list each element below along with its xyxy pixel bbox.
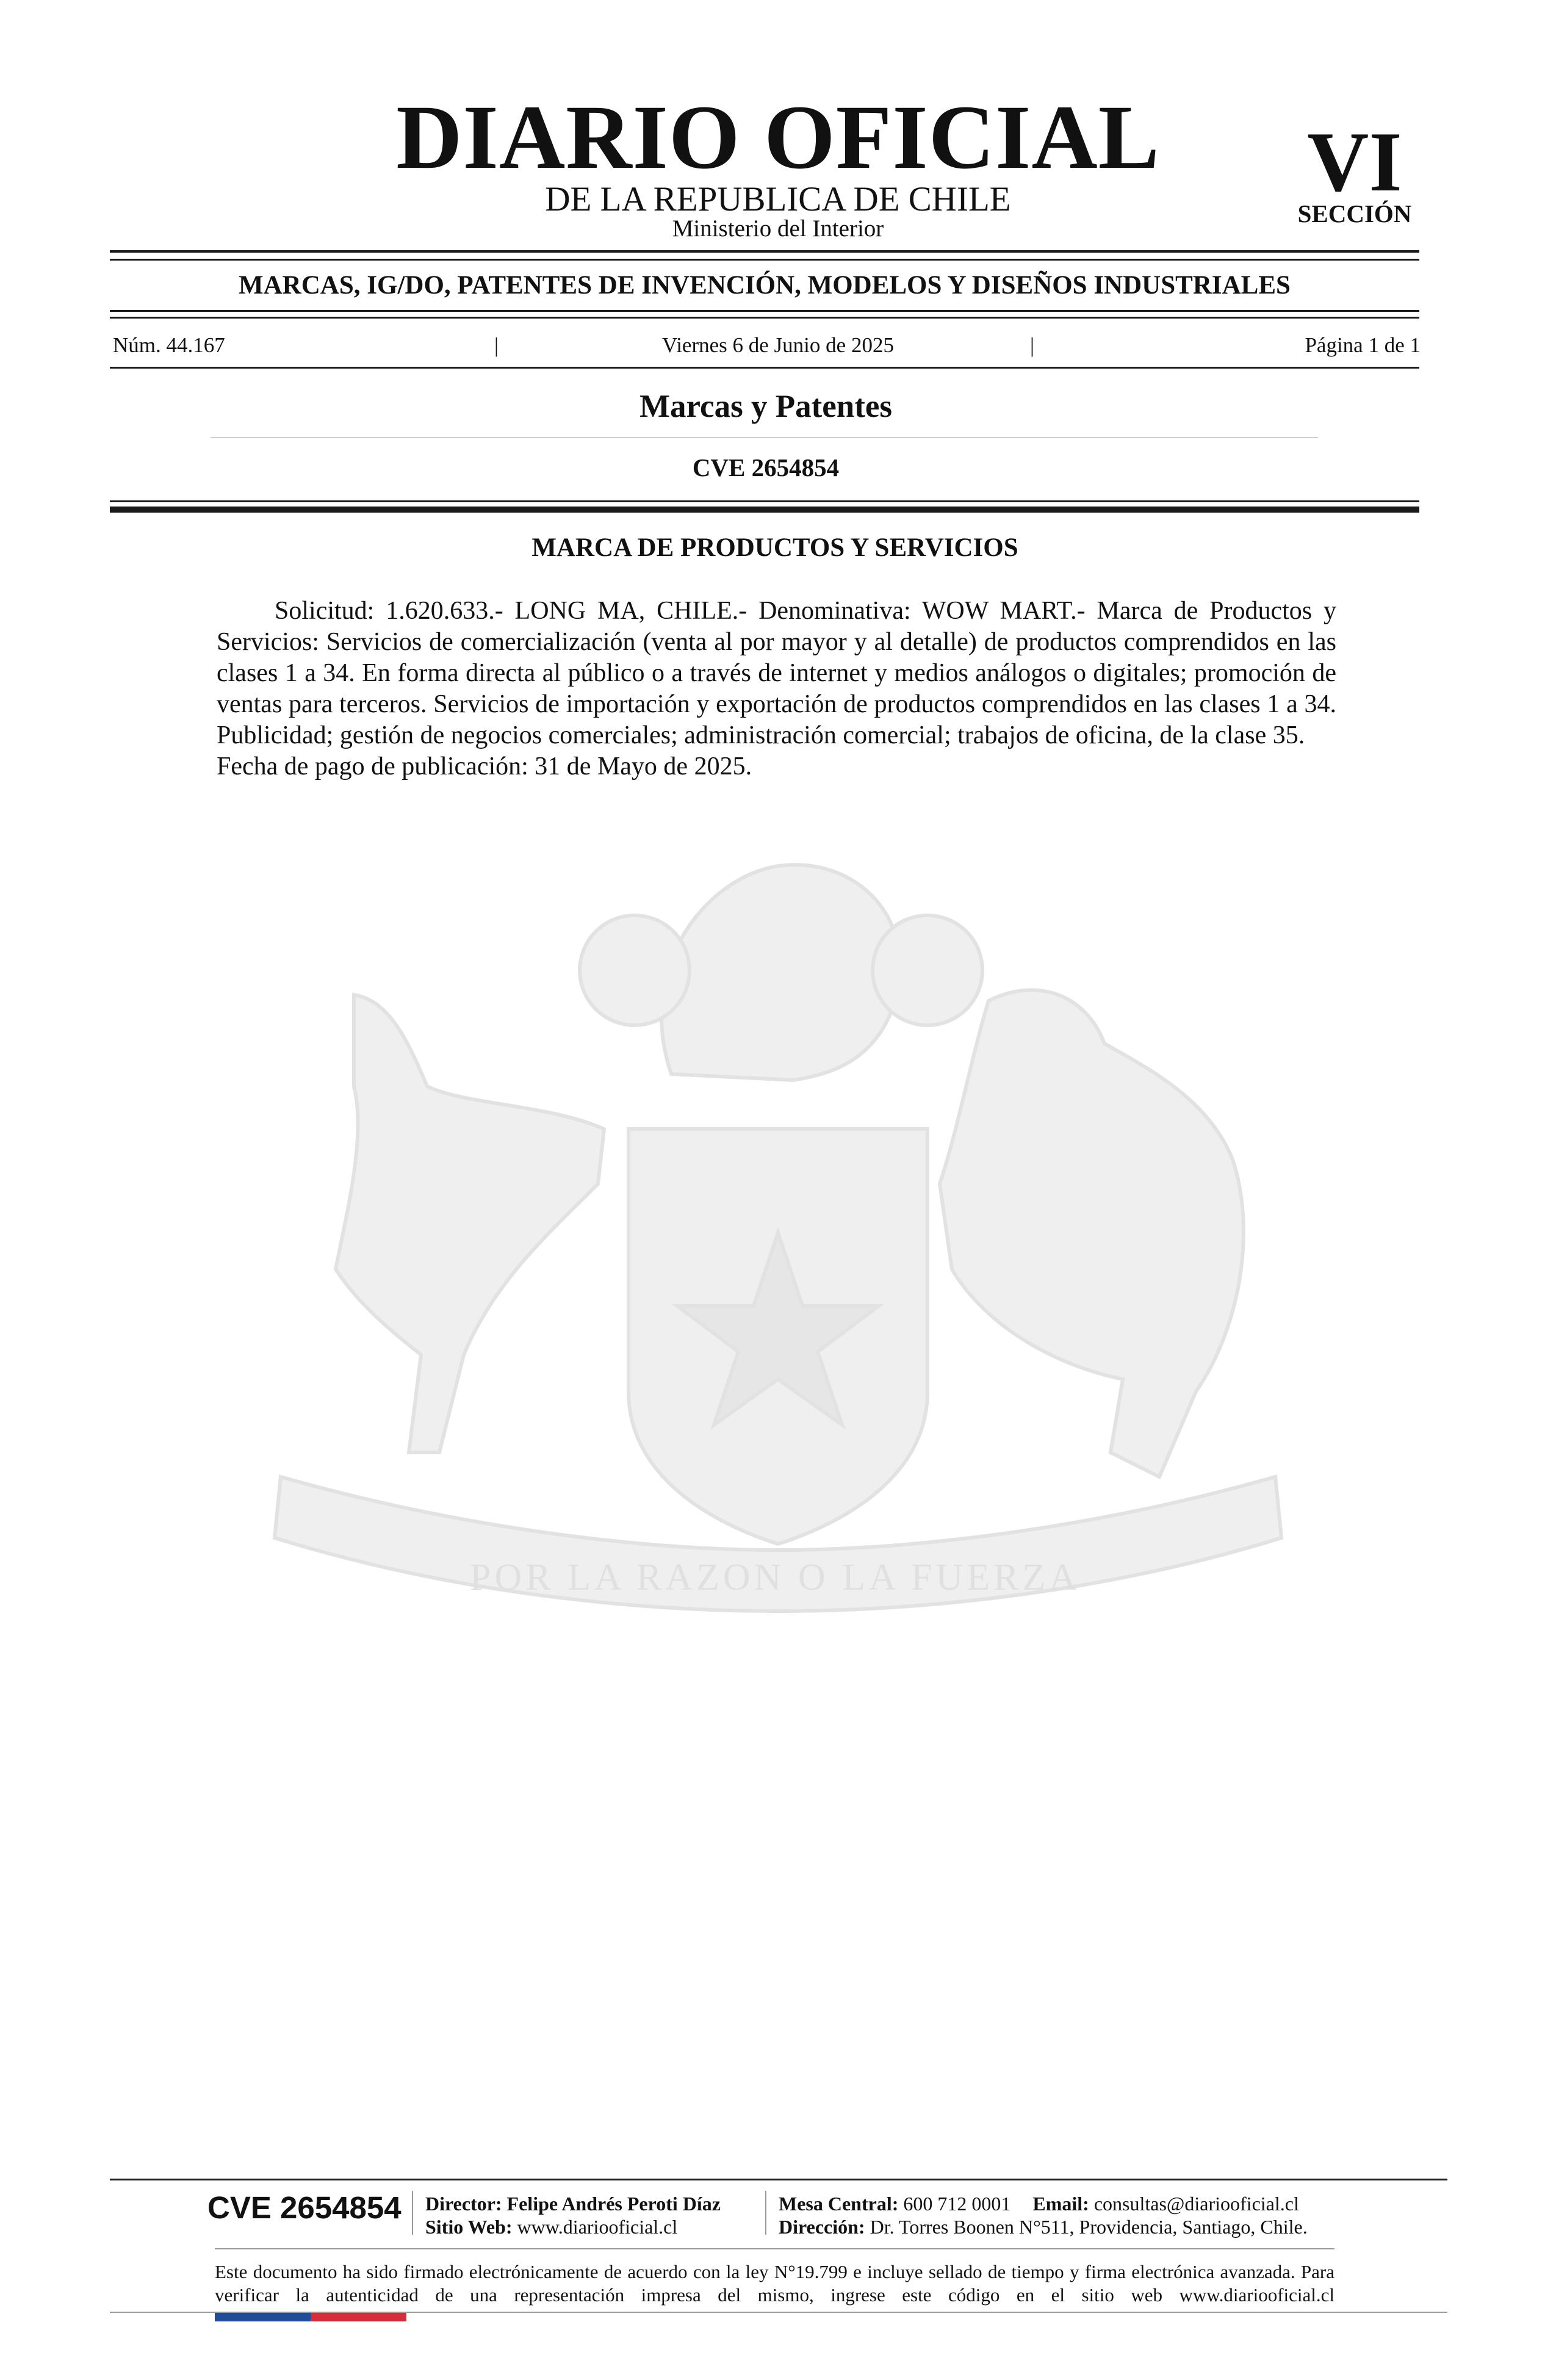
info-separator: | [1030,333,1035,357]
payment-date: Fecha de pago de publicación: 31 de Mayo de 2025. [217,752,752,781]
content-rule-bottom [110,507,1419,513]
section-label: SECCIÓN [1297,200,1412,228]
notice-body [217,596,1336,782]
footer-director-block [425,2192,721,2238]
info-separator: | [494,333,499,357]
footer-separator [765,2191,766,2235]
section-rule-top [110,310,1419,312]
email-label: Email: [1032,2193,1089,2215]
website-link[interactable]: www.diariooficial.cl [517,2216,678,2238]
phone-label: Mesa Central: [779,2193,899,2215]
address-text: Dr. Torres Boonen N°511, Providencia, Santiago, Chile. [870,2216,1308,2238]
page-indicator: Página 1 de 1 [1305,333,1421,357]
notice-title: MARCA DE PRODUCTOS Y SERVICIOS [531,533,1018,562]
flag-stripe-blue [215,2313,311,2321]
category-divider [211,437,1318,438]
ministry-name: Ministerio del Interior [672,215,884,242]
info-row-rule [110,367,1419,369]
cve-code: CVE 2654854 [692,453,840,481]
flag-stripe-red [311,2313,406,2321]
footer-separator [412,2191,413,2235]
content-rule-top [110,500,1419,502]
email-link[interactable]: consultas@diariooficial.cl [1093,2193,1299,2215]
legal-notice: Este documento ha sido firmado electrónicamente de acuerdo con la ley N°19.799 e incluye sellado de tiempo y firma electrónica avanzada. Para verificar la autenticidad de una representación impresa del mismo, ingrese este código en el sitio web www.diariooficial.cl [215,2261,1334,2306]
footer-contact-block [779,2192,1308,2238]
section-heading: MARCAS, IG/DO, PATENTES DE INVENCIÓN, MODELOS Y DISEÑOS INDUSTRIALES [239,271,1291,300]
plume-curl-left [580,915,690,1025]
phone-number: 600 712 0001 [903,2193,1011,2215]
coat-of-arms-watermark [207,842,1342,1672]
address-label: Dirección: [779,2216,865,2238]
watermark-motto: POR LA RAZON O LA FUERZA [469,1557,1081,1598]
masthead-rule-top [110,250,1419,253]
plume-curl-right [873,915,982,1025]
footer-rule-top [110,2179,1447,2180]
section-rule-bottom [110,317,1419,319]
director-label: Director: [425,2193,502,2215]
masthead-rule-bottom [110,259,1419,261]
notice-paragraph: Solicitud: 1.620.633.- LONG MA, CHILE.- Denominativa: WOW MART.- Marca de Productos y Servicios: Servicios de comercialización (venta al por mayor y al detalle) de productos comprendidos en las clases 1 a 34. En forma directa al público o a través de internet y medios análogos o digitales; promoción de ventas para terceros. Servicios de importación y exportación de productos comprendidos en las clases 1 a 34. Publicidad; gestión de negocios comerciales; administración comercial; trabajos de oficina, de la clase 35. [217,597,1336,749]
newspaper-subtitle: DE LA REPUBLICA DE CHILE [545,180,1011,218]
newspaper-title: DIARIO OFICIAL [396,87,1160,188]
category-title: Marcas y Patentes [639,389,893,424]
issue-number: Núm. 44.167 [113,333,225,357]
section-number: VI [1307,115,1402,209]
huemul-shape [336,995,604,1452]
footer-cve-code: CVE 2654854 [207,2190,402,2225]
director-name: Felipe Andrés Peroti Díaz [506,2193,721,2215]
footer-rule-middle [215,2248,1334,2249]
issue-date: Viernes 6 de Junio de 2025 [662,333,894,357]
website-label: Sitio Web: [425,2216,513,2238]
plume-shape [661,865,900,1080]
condor-shape [940,990,1244,1477]
